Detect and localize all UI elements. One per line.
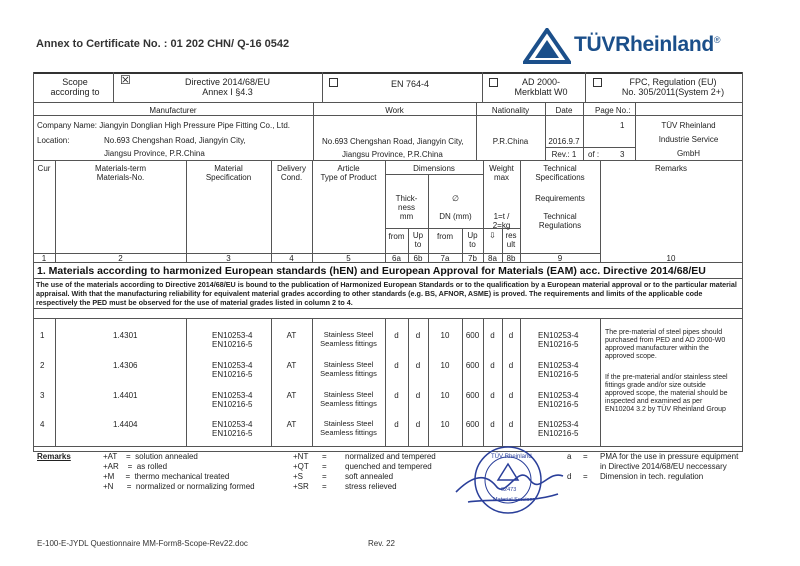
row-tech: EN10253-4 EN10216-5	[538, 331, 579, 350]
col-article: Article Type of Product	[320, 164, 377, 183]
row-dn-to: 600	[465, 391, 480, 400]
row-thick-from: d	[394, 420, 399, 429]
row-material: 1.4401	[113, 391, 138, 400]
row-weight-2: d	[508, 361, 514, 370]
row-material: 1.4306	[113, 361, 138, 370]
col-num: 1	[41, 254, 47, 263]
work-line-2: Jiangsu Province, P.R.China	[342, 150, 443, 159]
col-thickness: Thick- ness mm	[395, 194, 418, 222]
col-num: 6b	[413, 254, 423, 263]
row-spec: EN10253-4 EN10216-5	[212, 361, 253, 380]
row-cond: AT	[286, 331, 297, 340]
col-spec: Material Specification	[205, 164, 252, 183]
date-value: 2016.9.7	[548, 137, 580, 146]
legend-left-1: +AT = solution annealed	[103, 452, 198, 461]
legend-right-eq: =	[583, 452, 588, 461]
row-weight-2: d	[508, 391, 514, 400]
legend-mid-code: +SR	[293, 482, 309, 491]
tuv-company-line-3: GmbH	[676, 149, 701, 158]
row-cur: 2	[40, 361, 45, 370]
page-header: Page No.:	[595, 106, 631, 115]
col-tech-reg: Technical Regulations	[538, 212, 582, 231]
row-weight-1: d	[490, 391, 495, 400]
location-label: Location:	[37, 136, 70, 145]
legend-right-code: a	[567, 452, 572, 461]
row-weight-1: d	[490, 361, 495, 370]
col-weight-note: 1=t / 2=kg	[492, 212, 511, 231]
row-tech: EN10253-4 EN10216-5	[538, 391, 579, 410]
row-weight-1: d	[490, 420, 495, 429]
page-number: 1	[620, 121, 625, 130]
directive-label: Directive 2014/68/EU Annex I §4.3	[184, 77, 271, 98]
row-thick-to: d	[415, 361, 421, 370]
col-num: 7b	[468, 254, 477, 263]
col-from-2: from	[437, 232, 453, 241]
legend-right-eq: =	[583, 472, 588, 481]
tuv-logo-icon	[523, 28, 571, 64]
legend-left-3: +M = thermo mechanical treated	[103, 472, 230, 481]
col-dimensions: Dimensions	[413, 164, 455, 173]
col-from-1: from	[388, 232, 405, 241]
row-dn-from: 10	[440, 331, 450, 340]
col-num: 7a	[440, 254, 450, 263]
tuv-company-line-2: Industrie Service	[658, 135, 719, 144]
col-delivery: Delivery Cond.	[277, 164, 306, 183]
nationality-header: Nationality	[491, 106, 530, 115]
fpc-label: FPC, Regulation (EU) No. 305/2011(System 2+)	[621, 77, 725, 98]
row-tech: EN10253-4 EN10216-5	[538, 420, 579, 439]
legend-right-code: d	[567, 472, 572, 481]
legend-mid-value: normalized and tempered	[345, 452, 436, 461]
col-num: 9	[557, 254, 563, 263]
date-header: Date	[555, 106, 573, 115]
section-title: 1. Materials according to harmonized European standards (hEN) and European Approval for Materials (EAM) acc. Directive 2014/68/EU	[37, 265, 706, 277]
nationality-value: P.R.China	[492, 137, 529, 146]
remarks-note-2: If the pre-material and/or stainless steel fittings grade and/or size outside approved scope, the material should be inspected and examined as per EN10204 3.2 by TÜV Rheinland Group	[605, 374, 728, 414]
row-dn-to: 600	[465, 331, 480, 340]
legend-mid-eq: =	[322, 462, 327, 471]
row-spec: EN10253-4 EN10216-5	[212, 391, 253, 410]
row-weight-2: d	[508, 420, 514, 429]
row-dn-from: 10	[440, 361, 450, 370]
legend-left-4: +N = normalized or normalizing formed	[103, 482, 255, 491]
stamp-bottom-text: Material Services	[493, 497, 536, 503]
col-num: 2	[118, 254, 123, 263]
row-thick-to: d	[415, 391, 421, 400]
ad2000-checkbox[interactable]	[489, 78, 498, 87]
legend-mid-value: soft annealed	[345, 472, 394, 481]
ad2000-label: AD 2000- Merkblatt W0	[514, 77, 568, 98]
row-dn-from: 10	[440, 420, 450, 429]
stamp-signature-icon	[448, 440, 568, 520]
col-remarks: Remarks	[654, 164, 687, 173]
work-line-1: No.693 Chengshan Road, Jiangyin City,	[322, 137, 464, 146]
row-weight-1: d	[490, 331, 495, 340]
stamp-top-text: TÜV Rheinland	[491, 454, 532, 460]
tuv-logo-text: TÜVRheinland®	[574, 33, 721, 56]
row-dn-from: 10	[440, 391, 450, 400]
footer-revision: Rev. 22	[368, 539, 395, 548]
directive-checkbox[interactable]: ☒	[120, 73, 131, 87]
page-total: 3	[620, 150, 625, 159]
row-dn-to: 600	[465, 361, 480, 370]
row-cond: AT	[286, 361, 297, 370]
legend-right-value: in Directive 2014/68/EU neccessary	[600, 462, 727, 471]
legend-mid-code: +NT	[293, 452, 309, 461]
row-weight-2: d	[508, 331, 514, 340]
company-name: Company Name: Jiangyin Donglian High Pressure Pipe Fitting Co., Ltd.	[37, 121, 291, 130]
en764-label: EN 764-4	[390, 79, 430, 89]
footer-doc-name: E-100-E-JYDL Questionnaire MM-Form8-Scope-Rev22.doc	[37, 539, 248, 548]
col-num: 8a	[488, 254, 497, 263]
col-weight: Weight max	[489, 164, 514, 183]
row-cur: 1	[40, 331, 45, 340]
col-num: 3	[226, 254, 231, 263]
col-dn: DN (mm)	[439, 212, 472, 221]
col-num: 4	[289, 254, 294, 263]
section-notice: The use of the materials according to Directive 2014/68/EU is bound to the publication of Harmonized European Standards or to the qualification by a European material approval or to the particular material appraisal. With that the manufacturing reliability for equivalent material grades according to other standards (e.g. BS, AFNOR, ASME) is proved. The requirements and limits of the applicable code respectively the PED must be observed for the use of material grades listed in column 2 to 4.	[36, 280, 737, 307]
legend-mid-value: quenched and tempered	[345, 462, 432, 471]
en764-checkbox[interactable]	[329, 78, 338, 87]
col-num: 6a	[392, 254, 401, 263]
row-spec: EN10253-4 EN10216-5	[212, 331, 253, 350]
row-spec: EN10253-4 EN10216-5	[212, 420, 253, 439]
revision-value: Rev.: 1	[551, 150, 577, 159]
fpc-checkbox[interactable]	[593, 78, 602, 87]
certificate-annex-title: Annex to Certificate No. : 01 202 CHN/ Q-16 0542	[36, 38, 290, 50]
legend-mid-eq: =	[322, 482, 327, 491]
row-tech: EN10253-4 EN10216-5	[538, 361, 579, 380]
legend-right-value: PMA for the use in pressure equipment	[600, 452, 739, 461]
col-down-arrow: ⇩	[489, 231, 496, 240]
manufacturer-header: Manufacturer	[149, 106, 197, 115]
stamp-number: 02473	[501, 487, 517, 493]
col-num: 5	[346, 254, 351, 263]
row-thick-to: d	[415, 420, 421, 429]
row-cond: AT	[286, 420, 297, 429]
row-dn-to: 600	[465, 420, 480, 429]
tuv-company-line-1: TÜV Rheinland	[661, 121, 716, 130]
scope-label: Scope according to	[50, 77, 100, 98]
row-material: 1.4301	[113, 331, 138, 340]
legend-right-value: Dimension in tech. regulation	[600, 472, 704, 481]
row-cur: 3	[40, 391, 45, 400]
row-article: Stainless Steel Seamless fittings	[320, 360, 377, 378]
legend-mid-code: +QT	[293, 462, 309, 471]
col-upto-1: Up to	[412, 231, 424, 250]
col-materials: Materials-term Materials-No.	[94, 164, 147, 183]
row-article: Stainless Steel Seamless fittings	[320, 419, 377, 437]
row-cond: AT	[286, 391, 297, 400]
row-thick-to: d	[415, 331, 421, 340]
row-thick-from: d	[394, 391, 399, 400]
col-result: res ult	[505, 231, 517, 250]
legend-mid-eq: =	[322, 452, 327, 461]
col-requirements: Requirements	[535, 194, 585, 203]
legend-left-2: +AR = as rolled	[103, 462, 168, 471]
col-upto-2: Up to	[467, 231, 478, 250]
location-line-1: No.693 Chengshan Road, Jiangyin City,	[104, 136, 246, 145]
remarks-note-1: The pre-material of steel pipes should purchased from PED and AD 2000-W0 approved manufacturer within the approved scope.	[605, 329, 726, 361]
row-material: 1.4404	[113, 420, 138, 429]
row-article: Stainless Steel Seamless fittings	[320, 330, 377, 348]
legend-mid-code: +S	[293, 472, 304, 481]
location-line-2: Jiangsu Province, P.R.China	[104, 149, 205, 158]
col-tech: Technical Specifications	[535, 164, 585, 183]
col-dn-symbol: ∅	[452, 194, 459, 203]
page-of-label: of :	[588, 150, 600, 159]
col-num: 10	[666, 254, 676, 263]
col-cur: Cur	[37, 164, 51, 173]
row-thick-from: d	[394, 331, 399, 340]
legend-label: Remarks	[37, 452, 71, 461]
legend-mid-eq: =	[322, 472, 327, 481]
row-thick-from: d	[394, 361, 399, 370]
work-header: Work	[385, 106, 404, 115]
row-cur: 4	[40, 420, 45, 429]
legend-mid-value: stress relieved	[345, 482, 397, 491]
row-article: Stainless Steel Seamless fittings	[320, 390, 377, 408]
col-num: 8b	[506, 254, 516, 263]
